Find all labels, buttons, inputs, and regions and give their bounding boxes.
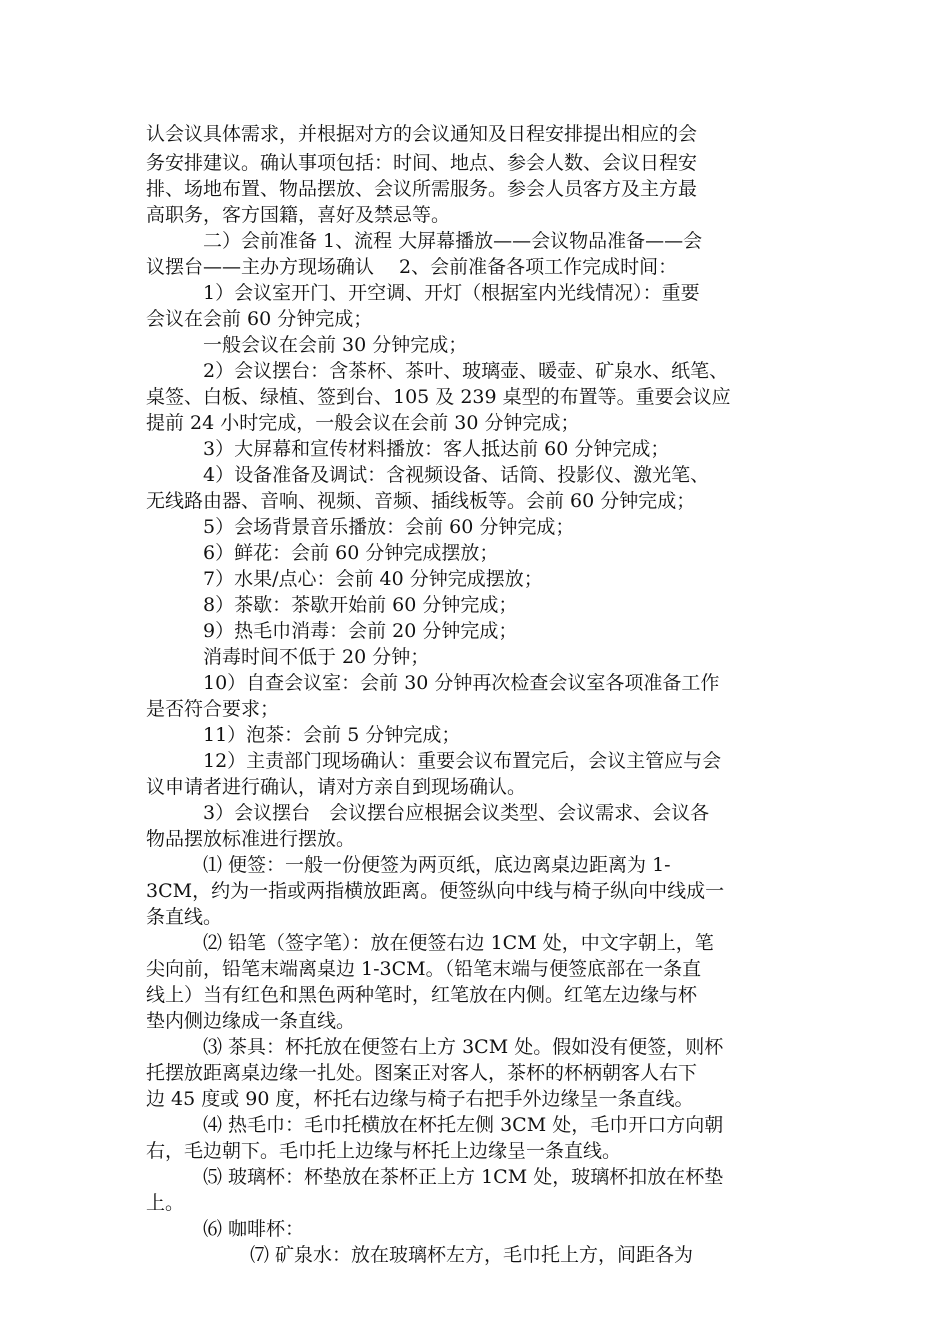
text-line: ⑶ 茶具：杯托放在便签右上方 3CM 处。假如没有便签，则杯 [203,1036,724,1058]
text-line: 提前 24 小时完成，一般会议在会前 30 分钟完成； [146,412,580,434]
text-line: 上。 [146,1192,185,1214]
text-line: 边 45 度或 90 度，杯托右边缘与椅子右把手外边缘呈一条直线。 [146,1088,694,1110]
text-line: ⑷ 热毛巾：毛巾托横放在杯托左侧 3CM 处，毛巾开口方向朝 [203,1114,724,1136]
text-line: 7）水果/点心：会前 40 分钟完成摆放； [203,568,543,590]
text-line: 垫内侧边缘成一条直线。 [146,1010,356,1032]
text-line: 桌签、白板、绿植、签到台、105 及 239 桌型的布置等。重要会议应 [146,386,731,408]
text-line: 是否符合要求； [146,698,280,720]
text-line: 议摆台——主办方现场确认 2、会前准备各项工作完成时间： [146,256,678,278]
text-line: 右，毛边朝下。毛巾托上边缘与杯托上边缘呈一条直线。 [146,1140,622,1162]
text-line: 9）热毛巾消毒：会前 20 分钟完成； [203,620,518,642]
text-line: 托摆放距离桌边缘一扎处。图案正对客人，茶杯的杯柄朝客人右下 [146,1062,698,1084]
text-line: 条直线。 [146,906,223,928]
text-line: 3）会议摆台 会议摆台应根据会议类型、会议需求、会议各 [203,802,710,824]
text-line: 消毒时间不低于 20 分钟； [203,646,430,668]
text-line: 3）大屏幕和宣传材料播放：客人抵达前 60 分钟完成； [203,438,670,460]
text-line: ⑴ 便签：一般一份便签为两页纸，底边离桌边距离为 1- [203,854,671,876]
text-line: 2）会议摆台：含茶杯、茶叶、玻璃壶、暖壶、矿泉水、纸笔、 [203,360,729,382]
text-line: ⑸ 玻璃杯：杯垫放在茶杯正上方 1CM 处，玻璃杯扣放在杯垫 [203,1166,724,1188]
text-line: 6）鲜花：会前 60 分钟完成摆放； [203,542,499,564]
text-line: 二）会前准备 1、流程 大屏幕播放——会议物品准备——会 [203,230,703,252]
text-line: ⑹ 咖啡杯： [203,1218,305,1240]
text-line: 会议在会前 60 分钟完成； [146,308,373,330]
text-line: 11）泡茶：会前 5 分钟完成； [203,724,461,746]
text-line: 高职务，客方国籍，喜好及禁忌等。 [146,204,451,226]
text-line: 排、场地布置、物品摆放、会议所需服务。参会人员客方及主方最 [146,178,698,200]
text-line: 线上）当有红色和黑色两种笔时，红笔放在内侧。红笔左边缘与杯 [146,984,698,1006]
text-line: ⑵ 铅笔（签字笔）：放在便签右边 1CM 处，中文字朝上，笔 [203,932,714,954]
text-line: 认会议具体需求，并根据对方的会议通知及日程安排提出相应的会 [146,123,698,145]
text-line: 3CM，约为一指或两指横放距离。便签纵向中线与椅子纵向中线成一 [146,880,725,902]
text-line: 一般会议在会前 30 分钟完成； [203,334,468,356]
text-line: 务安排建议。确认事项包括：时间、地点、参会人数、会议日程安 [146,152,698,174]
text-line: 4）设备准备及调试：含视频设备、话筒、投影仪、激光笔、 [203,464,710,486]
text-line: 12）主责部门现场确认：重要会议布置完后，会议主管应与会 [203,750,722,772]
text-line: ⑺ 矿泉水：放在玻璃杯左方，毛巾托上方，间距各为 [250,1244,694,1266]
text-line: 8）茶歇：茶歇开始前 60 分钟完成； [203,594,518,616]
text-line: 无线路由器、音响、视频、音频、插线板等。会前 60 分钟完成； [146,490,696,512]
text-line: 尖向前，铅笔末端离桌边 1-3CM。（铅笔末端与便签底部在一条直 [146,958,702,980]
text-line: 议申请者进行确认，请对方亲自到现场确认。 [146,776,527,798]
text-line: 10）自查会议室：会前 30 分钟再次检查会议室各项准备工作 [203,672,720,694]
text-line: 物品摆放标准进行摆放。 [146,828,356,850]
text-line: 5）会场背景音乐播放：会前 60 分钟完成； [203,516,575,538]
text-line: 1）会议室开门、开空调、开灯（根据室内光线情况）：重要 [203,282,700,304]
